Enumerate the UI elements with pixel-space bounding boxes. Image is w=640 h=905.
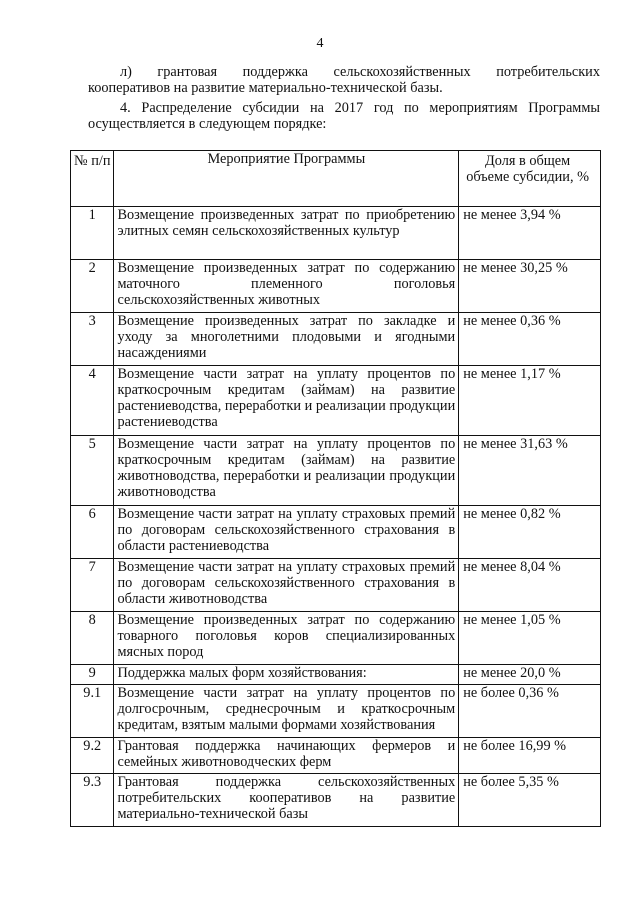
row-activity: Возмещение части затрат на уплату страховых премий по договорам сельскохозяйственного страхования в области животноводства bbox=[114, 559, 459, 612]
row-activity: Возмещение произведенных затрат по содержанию товарного поголовья коров специализированных мясных пород bbox=[114, 612, 459, 665]
intro-item-l bbox=[88, 64, 600, 96]
header-share: Доля в общем объеме субсидии, % bbox=[459, 151, 601, 207]
table-row bbox=[71, 612, 601, 665]
row-num: 8 bbox=[71, 612, 114, 665]
intro-item-l-line1: л) грантовая поддержка сельскохозяйственных потребительских bbox=[120, 64, 600, 80]
row-num: 9 bbox=[71, 665, 114, 685]
subsidy-distribution-table bbox=[70, 150, 601, 827]
row-activity: Возмещение части затрат на уплату страховых премий по договорам сельскохозяйственного страхования в области растениеводства bbox=[114, 506, 459, 559]
table-row bbox=[71, 313, 601, 366]
row-num: 9.3 bbox=[71, 774, 114, 827]
row-num: 1 bbox=[71, 207, 114, 260]
table-row bbox=[71, 366, 601, 436]
table-row bbox=[71, 738, 601, 774]
row-share: не более 0,36 % bbox=[459, 685, 601, 738]
row-activity: Возмещение части затрат на уплату процентов по краткосрочным кредитам (займам) на развитие растениеводства, переработки и реализации продукции растениеводства bbox=[114, 366, 459, 436]
row-share: не менее 1,17 % bbox=[459, 366, 601, 436]
row-activity: Возмещение части затрат на уплату процентов по краткосрочным кредитам (займам) на развитие животноводства, переработки и реализации продукции животноводства bbox=[114, 436, 459, 506]
row-num: 6 bbox=[71, 506, 114, 559]
page-number: 4 bbox=[316, 36, 324, 51]
row-share: не менее 30,25 % bbox=[459, 260, 601, 313]
row-num: 9.1 bbox=[71, 685, 114, 738]
intro-paragraph-4-line2: осуществляется в следующем порядке: bbox=[88, 116, 327, 132]
row-activity: Грантовая поддержка начинающих фермеров и семейных животноводческих ферм bbox=[114, 738, 459, 774]
row-num: 2 bbox=[71, 260, 114, 313]
table-row bbox=[71, 665, 601, 685]
row-num: 7 bbox=[71, 559, 114, 612]
intro-paragraph-4-line1: 4. Распределение субсидии на 2017 год по мероприятиям Программы bbox=[120, 100, 600, 116]
row-share: не менее 8,04 % bbox=[459, 559, 601, 612]
table-header-row bbox=[71, 151, 601, 207]
row-num: 4 bbox=[71, 366, 114, 436]
row-activity: Возмещение произведенных затрат по содержанию маточного племенного поголовья сельскохозяйственных животных bbox=[114, 260, 459, 313]
row-share: не менее 0,82 % bbox=[459, 506, 601, 559]
row-share: не более 5,35 % bbox=[459, 774, 601, 827]
table-row bbox=[71, 774, 601, 827]
row-share: не более 16,99 % bbox=[459, 738, 601, 774]
row-activity: Грантовая поддержка сельскохозяйственных потребительских кооперативов на развитие материально-технической базы bbox=[114, 774, 459, 827]
row-activity: Возмещение части затрат на уплату процентов по долгосрочным, среднесрочным и краткосрочным кредитам, взятым малыми формами хозяйствования bbox=[114, 685, 459, 738]
row-num: 3 bbox=[71, 313, 114, 366]
header-num: № п/п bbox=[71, 151, 114, 207]
row-share: не менее 3,94 % bbox=[459, 207, 601, 260]
table-row bbox=[71, 207, 601, 260]
row-share: не менее 20,0 % bbox=[459, 665, 601, 685]
table-row bbox=[71, 559, 601, 612]
table-row bbox=[71, 685, 601, 738]
row-share: не менее 1,05 % bbox=[459, 612, 601, 665]
row-num: 5 bbox=[71, 436, 114, 506]
row-activity: Возмещение произведенных затрат по закладке и уходу за многолетними плодовыми и ягодными насаждениями bbox=[114, 313, 459, 366]
row-num: 9.2 bbox=[71, 738, 114, 774]
table-row bbox=[71, 260, 601, 313]
table-row bbox=[71, 436, 601, 506]
header-activity: Мероприятие Программы bbox=[114, 151, 459, 207]
row-share: не менее 31,63 % bbox=[459, 436, 601, 506]
row-activity: Возмещение произведенных затрат по приобретению элитных семян сельскохозяйственных культур bbox=[114, 207, 459, 260]
intro-paragraph-4 bbox=[88, 100, 600, 132]
row-activity: Поддержка малых форм хозяйствования: bbox=[114, 665, 459, 685]
row-share: не менее 0,36 % bbox=[459, 313, 601, 366]
table-row bbox=[71, 506, 601, 559]
intro-item-l-line2: кооперативов на развитие материально-технической базы. bbox=[88, 80, 443, 96]
